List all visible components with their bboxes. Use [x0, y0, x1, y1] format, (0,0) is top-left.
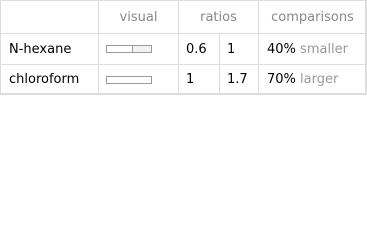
- row-label: N-hexane: [1, 34, 99, 65]
- visual-cell: [99, 34, 179, 65]
- table-row: [1, 34, 367, 65]
- ratio-bar-fill: [107, 77, 151, 83]
- comparison-cell: [259, 34, 367, 65]
- ratio-bar: [106, 45, 152, 53]
- ratio-value-a: 1: [179, 65, 220, 95]
- row-label: chloroform: [1, 65, 99, 95]
- header-visual: visual: [99, 1, 179, 34]
- ratio-value-b: 1: [220, 34, 259, 65]
- visual-cell: [99, 65, 179, 95]
- comparison-cell: [259, 65, 367, 95]
- comparison-table: [0, 0, 367, 95]
- ratio-value-a: 0.6: [179, 34, 220, 65]
- ratio-bar-fill: [107, 46, 133, 52]
- comparison-word: smaller: [300, 41, 349, 57]
- comparison-percent: 70%: [267, 72, 296, 87]
- header-comparisons: comparisons: [259, 1, 367, 34]
- header-ratios: ratios: [179, 1, 259, 34]
- table-row: [1, 65, 367, 95]
- table-header-row: [1, 1, 367, 34]
- comparison-word: larger: [300, 72, 339, 87]
- ratio-bar: [106, 76, 152, 84]
- header-empty-cell: [1, 1, 99, 34]
- ratio-value-b: 1.7: [220, 65, 259, 95]
- comparison-percent: 40%: [267, 41, 296, 57]
